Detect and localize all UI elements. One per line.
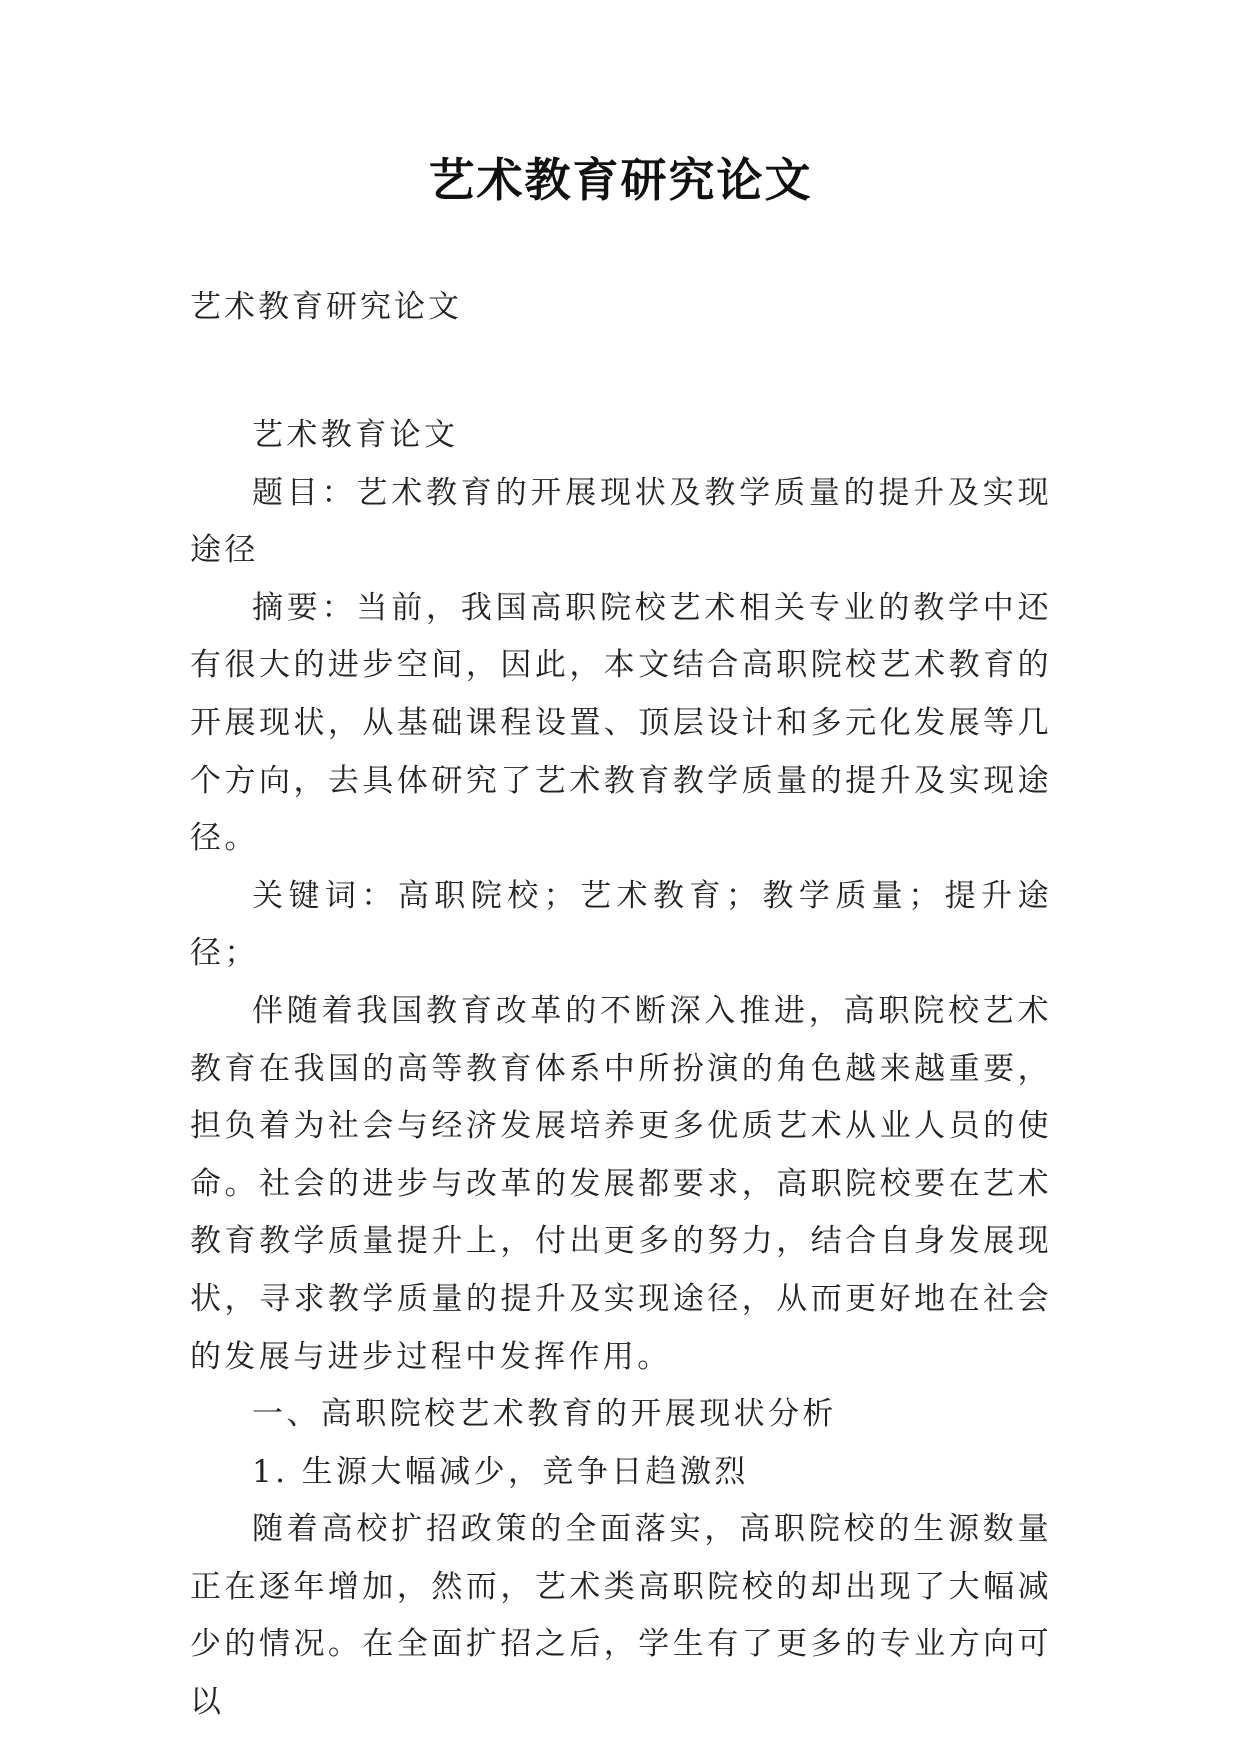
section-heading: 一、高职院校艺术教育的开展现状分析 <box>252 1396 837 1433</box>
document-subtitle: 艺术教育研究论文 <box>190 289 462 325</box>
paragraph-intro: 伴随着我国教育改革的不断深入推进，高职院校艺术教育在我国的高等教育体系中所扮演的角色越来越重要，担负着为社会与经济发展培养更多优质艺术从业人员的使命。社会的进步与改革的发展都要求，高职院校要在艺术教育教学质量提升上，付出更多的努力，结合自身发展现状，寻求教学质量的提升及实现途径，从而更好地在社会的发展与进步过程中发挥作用。 <box>190 992 1052 1375</box>
document-title: 艺术教育研究论文 <box>428 153 813 207</box>
document-body <box>190 407 1052 1732</box>
subsection-heading: 1. 生源大幅减少，竞争日趋激烈 <box>252 1453 749 1490</box>
paragraph-topic: 题目：艺术教育的开展现状及教学质量的提升及实现途径 <box>190 474 1052 569</box>
paragraph-body: 随着高校扩招政策的全面落实，高职院校的生源数量正在逐年增加，然而，艺术类高职院校的却出现了大幅减少的情况。在全面扩招之后，学生有了更多的专业方向可以 <box>190 1511 1052 1721</box>
paragraph-abstract: 摘要：当前，我国高职院校艺术相关专业的教学中还有很大的进步空间，因此，本文结合高职院校艺术教育的开展现状，从基础课程设置、顶层设计和多元化发展等几个方向，去具体研究了艺术教育教学质量的提升及实现途径。 <box>190 589 1052 857</box>
paragraph-keywords: 关键词：高职院校；艺术教育；教学质量；提升途径； <box>190 877 1052 972</box>
paragraph-heading: 艺术教育论文 <box>252 417 459 453</box>
